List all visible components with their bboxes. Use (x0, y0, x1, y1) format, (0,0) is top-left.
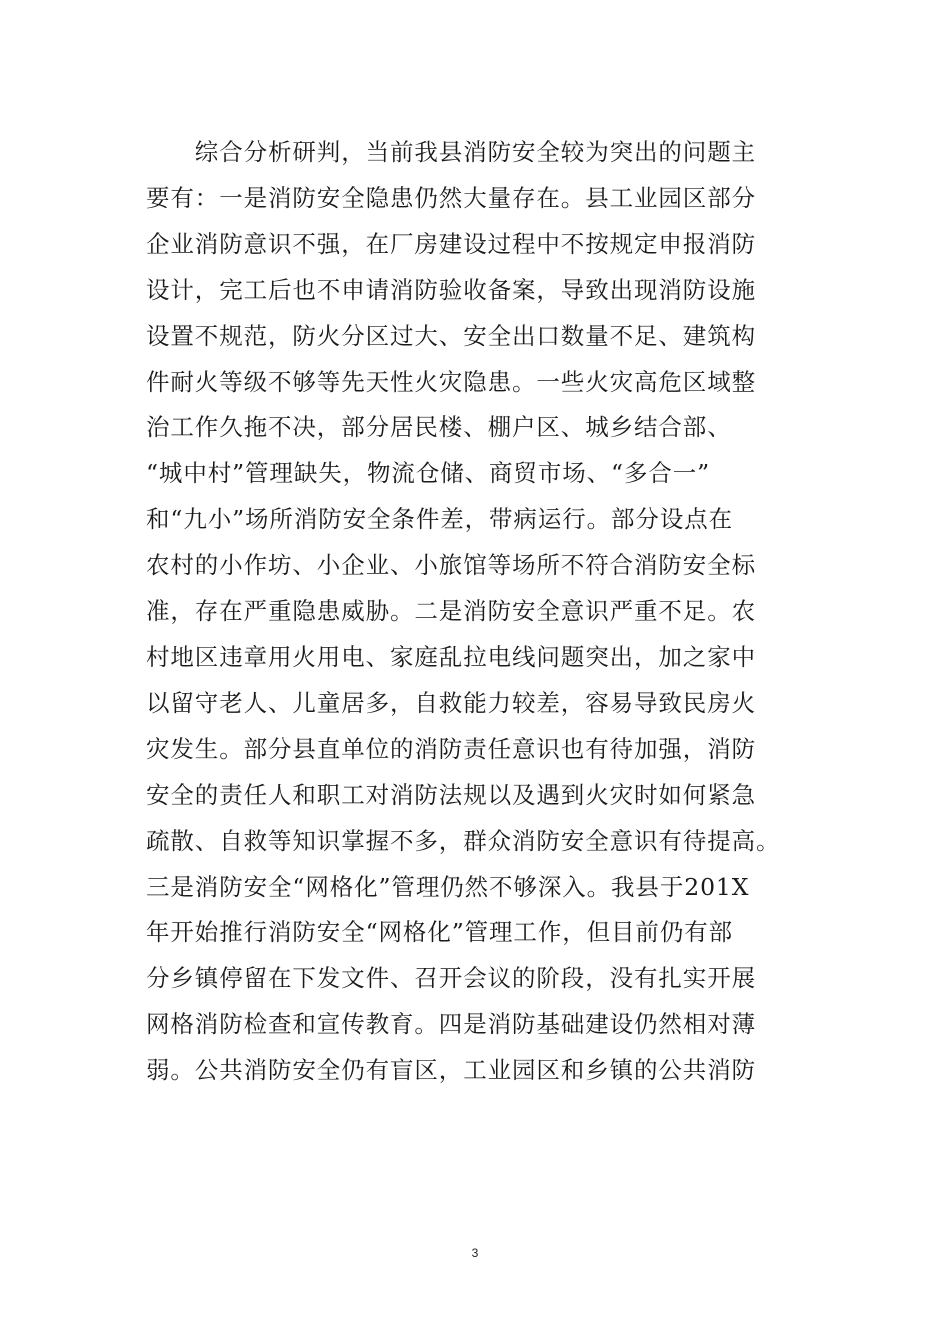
text-line: “城中村”管理缺失，物流仓储、商贸市场、“多合一” (146, 459, 711, 488)
text-line: 要有：一是消防安全隐患仍然大量存在。县工业园区部分 (146, 183, 756, 212)
text-line: 网格消防检查和宣传教育。四是消防基础建设仍然相对薄 (146, 1010, 756, 1039)
text-line: 治工作久拖不决，部分居民楼、棚户区、城乡结合部、 (146, 413, 732, 442)
text-line: 年开始推行消防安全“网格化”管理工作，但目前仍有部 (146, 918, 734, 947)
text-line: 疏散、自救等知识掌握不多，群众消防安全意识有待提高。 (146, 826, 781, 855)
page-number: 3 (471, 1246, 479, 1260)
text-line: 企业消防意识不强，在厂房建设过程中不按规定申报消防 (146, 229, 756, 258)
text-line: 三是消防安全“网格化”管理仍然不够深入。我县于201X (146, 872, 750, 901)
text-line: 准，存在严重隐患威胁。二是消防安全意识严重不足。农 (146, 597, 756, 626)
text-line: 村地区违章用火用电、家庭乱拉电线问题突出，加之家中 (146, 642, 756, 671)
text-line: 弱。公共消防安全仍有盲区，工业园区和乡镇的公共消防 (146, 1056, 756, 1085)
text-line: 农村的小作坊、小企业、小旅馆等场所不符合消防安全标 (146, 551, 756, 580)
text-line: 设置不规范，防火分区过大、安全出口数量不足、建筑构 (146, 321, 756, 350)
text-line: 设计，完工后也不申请消防验收备案，导致出现消防设施 (146, 275, 756, 304)
text-line: 以留守老人、儿童居多，自救能力较差，容易导致民房火 (146, 688, 756, 717)
body-paragraph (146, 130, 806, 1094)
text-line: 灾发生。部分县直单位的消防责任意识也有待加强，消防 (146, 734, 756, 763)
text-line: 综合分析研判，当前我县消防安全较为突出的问题主 (146, 138, 756, 166)
text-line: 和“九小”场所消防安全条件差，带病运行。部分设点在 (146, 505, 734, 534)
text-line: 件耐火等级不够等先天性火灾隐患。一些火灾高危区域整 (146, 367, 756, 396)
text-line: 分乡镇停留在下发文件、召开会议的阶段，没有扎实开展 (146, 964, 756, 993)
text-line: 安全的责任人和职工对消防法规以及遇到火灾时如何紧急 (146, 780, 756, 809)
